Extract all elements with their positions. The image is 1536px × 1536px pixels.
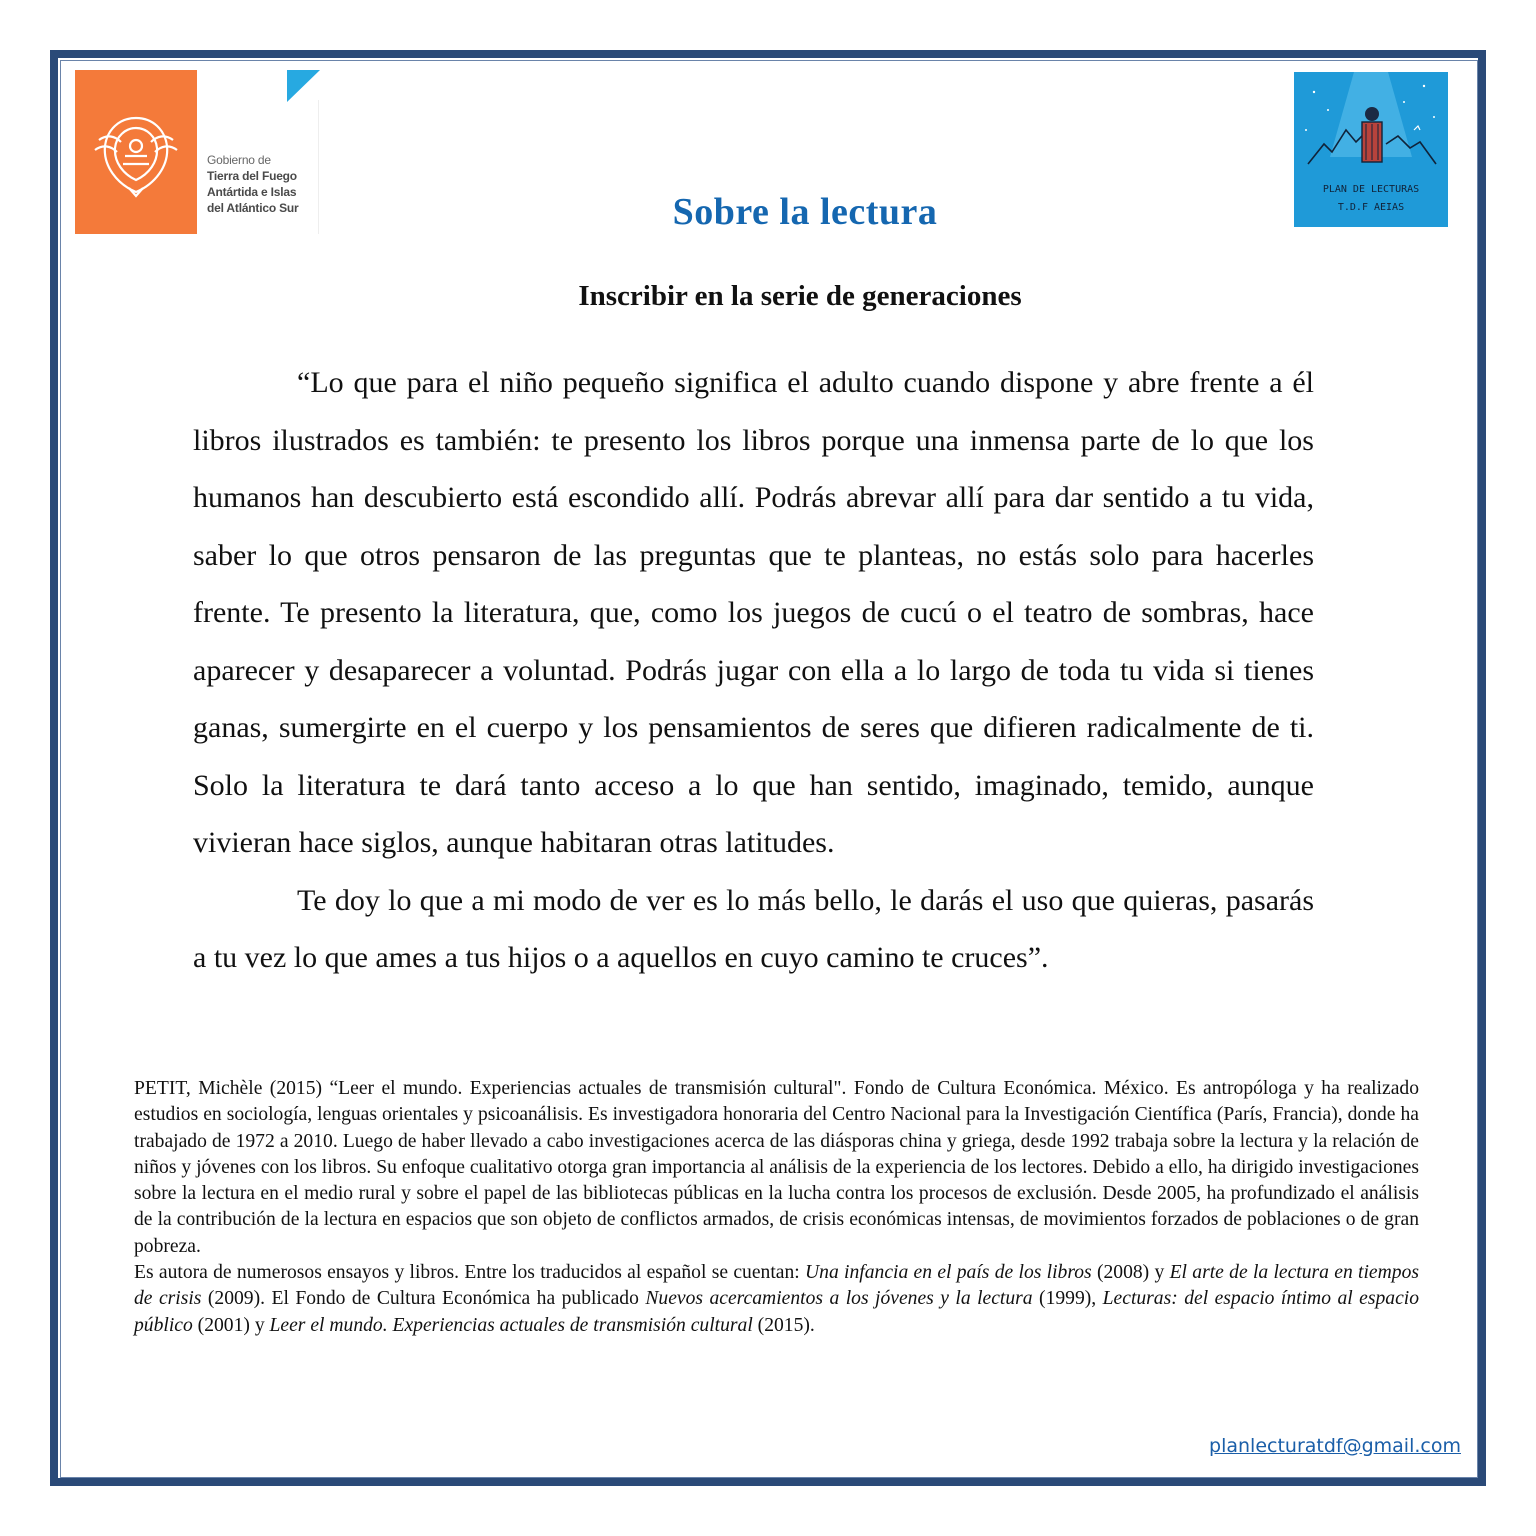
- quote-paragraph-1: “Lo que para el niño pequeño significa el adulto cuando dispone y abre frente a él libros ilustrados es también: te presento los libros porque una inmensa parte de lo que los humanos han descubierto está escondido allí. Podrás abrevar allí para dar sentido a tu vida, saber lo que otros pensaron de las preguntas que te planteas, no estás solo para hacerles frente. Te presento la literatura, que, como los juegos de cucú o el teatro de sombras, hace aparecer y desaparecer a voluntad. Podrás jugar con ella a lo largo de toda tu vida si tienes ganas, sumergirte en el cuerpo y los pensamientos de seres que difieren radicalmente de ti. Solo la literatura te dará tanto acceso a lo que han sentido, imaginado, temido, aunque vivieran hace siglos, aunque habitaran otras latitudes.: [193, 366, 1314, 859]
- bio-text: Es autora de numerosos ensayos y libros. Entre los traducidos al español se cuentan:: [134, 1262, 805, 1284]
- government-name: [207, 152, 317, 216]
- government-line-2: Tierra del Fuego: [207, 169, 297, 183]
- bio-text: (2015).: [752, 1314, 815, 1336]
- plan-lecturas-logo: [1294, 72, 1448, 227]
- plan-lecturas-text: [1294, 181, 1448, 217]
- bio-text: (2009). El Fondo de Cultura Económica ha publicado: [201, 1288, 646, 1310]
- government-line-1: Gobierno de: [207, 153, 271, 167]
- book-title: Una infancia en el país de los libros: [805, 1262, 1092, 1284]
- book-title: Nuevos acercamientos a los jóvenes y la lectura: [645, 1288, 1033, 1310]
- government-line-3: Antártida e Islas: [207, 185, 297, 199]
- plan-line-1: PLAN DE LECTURAS: [1322, 184, 1420, 195]
- bio-text: (2008) y: [1091, 1262, 1170, 1284]
- quote-paragraph-2: Te doy lo que a mi modo de ver es lo más bello, le darás el uso que quieras, pasarás a tu vez lo que ames a tus hijos o a aquellos en cuyo camino te cruces”.: [193, 883, 1314, 974]
- bio-text: (1999),: [1032, 1288, 1103, 1310]
- bio-paragraph-2: [134, 1260, 1419, 1339]
- provincial-emblem-icon: [89, 110, 183, 200]
- government-logo-block: [75, 70, 197, 234]
- quote-block: [193, 354, 1314, 987]
- book-title: Lecturas: del espacio íntimo al espacio público: [134, 1288, 1419, 1336]
- contact-email-link[interactable]: planlecturatdf@gmail.com: [1209, 1435, 1461, 1457]
- government-line-4: del Atlántico Sur: [207, 201, 299, 215]
- book-title: Leer el mundo. Experiencias actuales de transmisión cultural: [269, 1314, 753, 1336]
- bio-paragraph-1: PETIT, Michèle (2015) “Leer el mundo. Experiencias actuales de transmisión cultural". Fondo de Cultura Económica. México. Es antropóloga y ha realizado estudios en sociología, lenguas orientales y psicoanálisis. Es investigadora honoraria del Centro Nacional para la Investigación Científica (París, Francia), donde ha trabajado de 1972 a 2010. Luego de haber llevado a cabo investigaciones acerca de las diásporas china y griega, desde 1992 trabaja sobre la lectura y la relación de niños y jóvenes con los libros. Su enfoque cualitativo otorga gran importancia al análisis de la experiencia de los lectores. Debido a ello, ha dirigido investigaciones sobre la lectura en el medio rural y sobre el papel de las bibliotecas públicas en la lucha contra los procesos de exclusión. Desde 2005, ha profundizado el análisis de la contribución de la lectura en espacios que son objeto de conflictos armados, de crisis económicas intensas, de movimientos forzados de poblaciones o de gran pobreza.: [134, 1078, 1419, 1257]
- book-title: El arte de la lectura en tiempos de crisis: [134, 1262, 1420, 1310]
- bio-text: (2001) y: [192, 1314, 270, 1336]
- author-bio: [134, 1076, 1419, 1339]
- government-logo: [75, 70, 320, 234]
- logo-divider: [318, 100, 319, 234]
- plan-line-2: T.D.F AEIAS: [1337, 202, 1405, 213]
- page-title: Sobre la lectura: [672, 191, 938, 233]
- government-flag-icon: [287, 70, 320, 102]
- page-subtitle: Inscribir en la serie de generaciones: [578, 280, 1022, 312]
